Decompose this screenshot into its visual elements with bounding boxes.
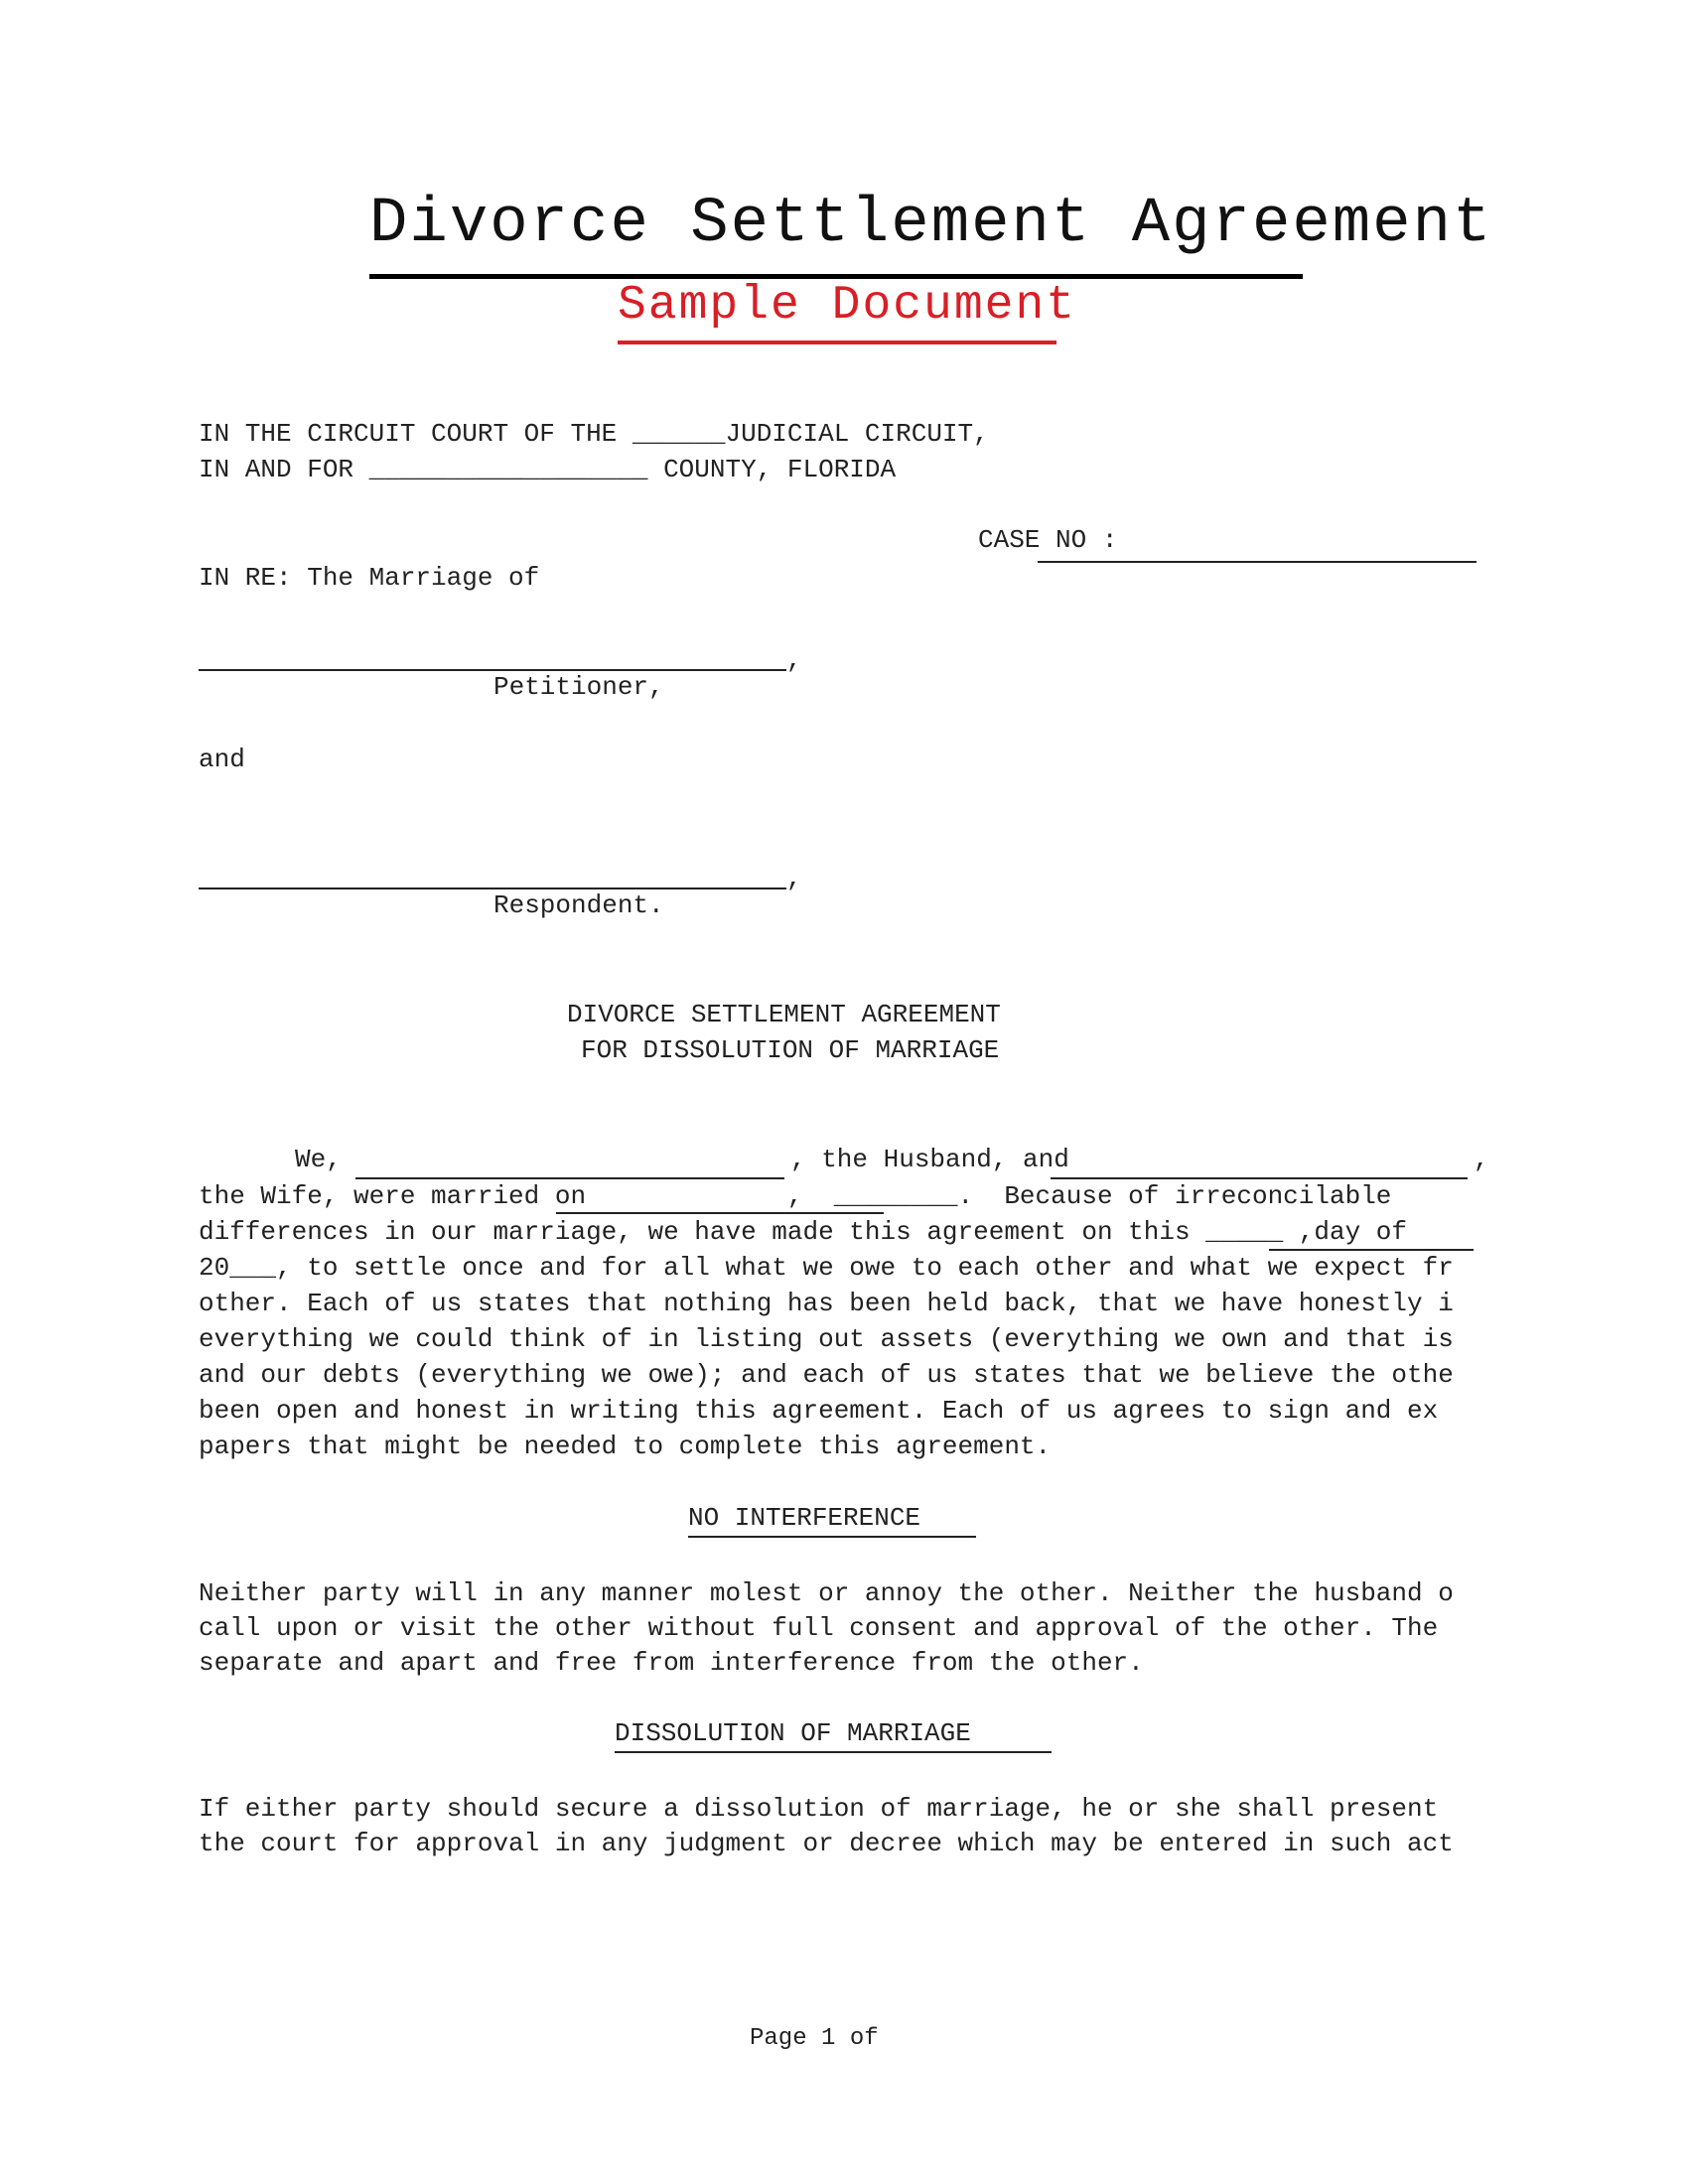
agreement-line-9: papers that might be needed to complete this agreement. — [199, 1432, 1052, 1461]
case-number-label: CASE NO : — [978, 525, 1118, 555]
agreement-line-6: everything we could think of in listing out assets (everything we own and that is — [199, 1324, 1454, 1354]
wife-comma: , — [1474, 1145, 1489, 1174]
court-line-1: IN THE CIRCUIT COURT OF THE ______JUDICIAL CIRCUIT, — [199, 419, 989, 449]
dissolution-heading: DISSOLUTION OF MARRIAGE — [615, 1718, 971, 1748]
dissolution-underline — [615, 1751, 1052, 1753]
no-interference-line-2: call upon or visit the other without full consent and approval of the other. The — [199, 1613, 1439, 1643]
petitioner-label: Petitioner, — [493, 672, 664, 702]
no-interference-line-3: separate and apart and free from interference from the other. — [199, 1648, 1144, 1678]
agreement-line-5: other. Each of us states that nothing has been held back, that we have honestly i — [199, 1289, 1454, 1318]
no-interference-heading: NO INTERFERENCE — [688, 1503, 921, 1533]
agreement-line-4: 20___, to settle once and for all what we owe to each other and what we expect fr — [199, 1253, 1454, 1283]
husband-text: , the Husband, and — [790, 1145, 1069, 1174]
case-number-blank[interactable] — [1038, 561, 1477, 563]
in-re-line: IN RE: The Marriage of — [199, 563, 540, 593]
we-prefix: We, — [295, 1145, 342, 1174]
and-label: and — [199, 745, 245, 774]
page-number: Page 1 of — [750, 2025, 879, 2052]
respondent-comma: , — [786, 864, 802, 893]
agreement-line-7: and our debts (everything we owe); and each of us states that we believe the othe — [199, 1360, 1454, 1390]
husband-name-blank[interactable] — [355, 1177, 784, 1179]
agreement-line-2: the Wife, were married on , ________. Because of irreconcilable — [199, 1181, 1392, 1211]
agreement-line-3: differences in our marriage, we have made this agreement on this _____ ,day of — [199, 1217, 1407, 1247]
no-interference-underline — [688, 1536, 976, 1538]
document-title: Divorce Settlement Agreement — [369, 189, 1493, 260]
subtitle-underline — [618, 341, 1056, 344]
agreement-day-blank[interactable] — [1269, 1249, 1474, 1251]
agreement-heading-line-2: FOR DISSOLUTION OF MARRIAGE — [581, 1035, 1000, 1065]
wife-name-blank[interactable] — [1051, 1177, 1468, 1179]
marriage-date-blank[interactable] — [556, 1212, 884, 1214]
dissolution-line-2: the court for approval in any judgment or decree which may be entered in such act — [199, 1829, 1454, 1858]
dissolution-line-1: If either party should secure a dissolution of marriage, he or she shall present — [199, 1794, 1439, 1824]
document-subtitle: Sample Document — [618, 279, 1077, 333]
respondent-label: Respondent. — [493, 890, 664, 920]
agreement-line-8: been open and honest in writing this agreement. Each of us agrees to sign and ex — [199, 1396, 1439, 1426]
no-interference-line-1: Neither party will in any manner molest or annoy the other. Neither the husband o — [199, 1578, 1454, 1608]
court-line-2: IN AND FOR __________________ COUNTY, FLORIDA — [199, 455, 897, 484]
respondent-name-blank[interactable] — [199, 887, 786, 889]
petitioner-name-blank[interactable] — [199, 669, 786, 671]
agreement-heading-line-1: DIVORCE SETTLEMENT AGREEMENT — [567, 1000, 1001, 1029]
petitioner-comma: , — [786, 645, 802, 675]
